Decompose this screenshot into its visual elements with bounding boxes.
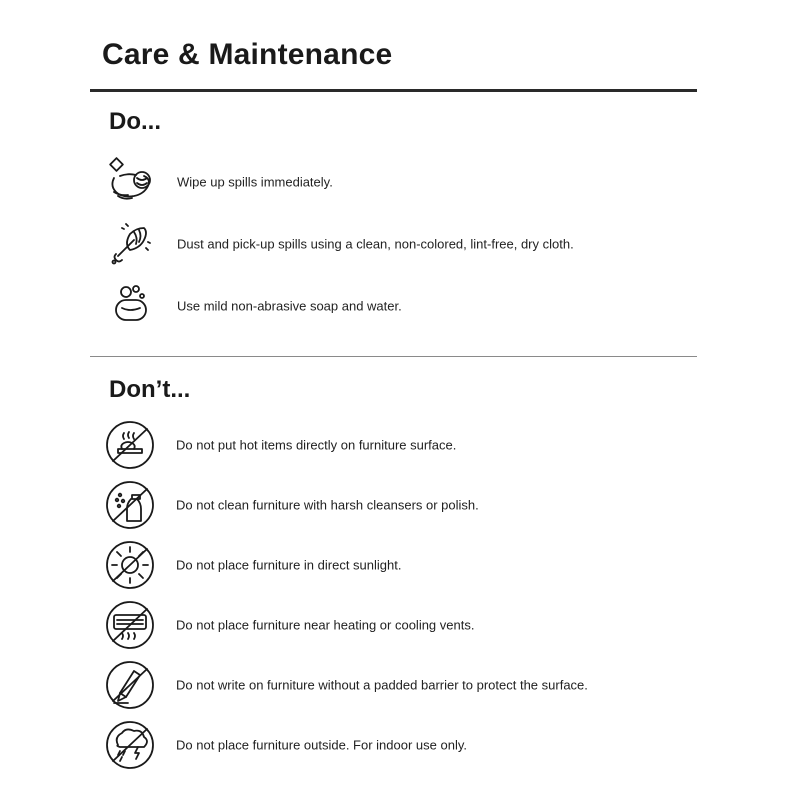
do-item-text: Use mild non-abrasive soap and water.: [177, 298, 402, 314]
dont-item-harsh-cleansers: [100, 479, 700, 531]
dont-item-text: Do not write on furniture without a padded barrier to protect the surface.: [176, 677, 588, 693]
dont-item-text: Do not clean furniture with harsh cleansers or polish.: [176, 497, 479, 513]
do-item-text: Wipe up spills immediately.: [177, 174, 333, 190]
soap-bubbles-icon: [104, 280, 156, 332]
section-divider: [90, 356, 697, 357]
no-outdoor-icon: [104, 719, 156, 771]
dont-item-sunlight: [100, 539, 700, 591]
dont-item-writing: [100, 659, 700, 711]
dont-item-text: Do not place furniture in direct sunlight.: [176, 557, 402, 573]
do-item-wipe-spills: [100, 156, 700, 208]
no-writing-icon: [104, 659, 156, 711]
dont-item-text: Do not place furniture outside. For indoor use only.: [176, 737, 467, 753]
page-title: Care & Maintenance: [102, 38, 393, 71]
no-hot-items-icon: [104, 419, 156, 471]
title-divider: [90, 89, 697, 92]
do-item-text: Dust and pick-up spills using a clean, non-colored, lint-free, dry cloth.: [177, 236, 574, 252]
no-harsh-cleanser-icon: [104, 479, 156, 531]
do-item-dust: [100, 218, 700, 270]
dont-heading: Don’t...: [109, 376, 191, 403]
no-heating-vent-icon: [104, 599, 156, 651]
dont-item-text: Do not place furniture near heating or cooling vents.: [176, 617, 475, 633]
no-sunlight-icon: [104, 539, 156, 591]
do-heading: Do...: [109, 108, 161, 135]
dont-item-text: Do not put hot items directly on furniture surface.: [176, 437, 457, 453]
sponge-wipe-icon: [104, 156, 156, 208]
dont-item-vents: [100, 599, 700, 651]
dont-item-outdoor: [100, 719, 700, 771]
duster-icon: [104, 218, 156, 270]
do-item-mild-soap: [100, 280, 700, 332]
dont-item-hot-items: [100, 419, 700, 471]
